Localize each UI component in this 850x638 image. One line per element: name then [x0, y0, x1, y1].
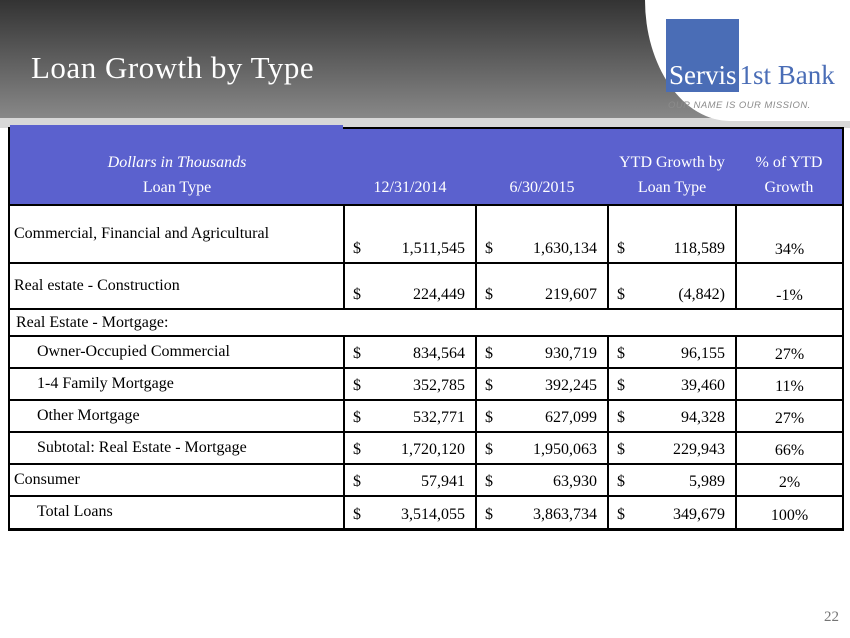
percent-cell: 100%: [736, 496, 843, 529]
loan-growth-table-container: [8, 127, 844, 531]
value-cell: [476, 368, 608, 400]
table-row-owner-occupied: [9, 336, 843, 368]
value-cell: [476, 432, 608, 464]
value-cell: [344, 336, 476, 368]
row-label: 1-4 Family Mortgage: [9, 368, 344, 400]
table-row-total-loans: [9, 496, 843, 529]
value-cell: [344, 496, 476, 529]
currency-symbol: $: [353, 286, 361, 303]
value-cell: [608, 496, 736, 529]
value-ytd-growth: 5,989: [689, 473, 725, 490]
table-row-subtotal-mortgage: [9, 432, 843, 464]
header-date-2: [476, 128, 608, 205]
header-pct-ytd-line2: Growth: [764, 179, 814, 196]
value-6-30-2015: 1,950,063: [533, 441, 597, 458]
value-6-30-2015: 3,863,734: [533, 505, 597, 523]
value-cell: [608, 432, 736, 464]
value-12-31-2014: 224,449: [413, 286, 465, 303]
currency-symbol: $: [485, 377, 493, 394]
header-date-2-label: 6/30/2015: [509, 179, 575, 196]
header-ytd-growth-line1: YTD Growth by: [619, 154, 725, 171]
value-ytd-growth: 94,328: [681, 409, 725, 426]
currency-symbol: $: [617, 240, 625, 257]
percent-cell: -1%: [736, 263, 843, 309]
currency-symbol: $: [485, 473, 493, 490]
value-cell: [476, 263, 608, 309]
percent-cell: 11%: [736, 368, 843, 400]
header-ytd-growth: [608, 128, 736, 205]
row-label: Owner-Occupied Commercial: [9, 336, 344, 368]
value-ytd-growth: 96,155: [681, 345, 725, 362]
currency-symbol: $: [485, 345, 493, 362]
currency-symbol: $: [617, 505, 625, 523]
currency-symbol: $: [353, 345, 361, 362]
value-cell: [344, 432, 476, 464]
currency-symbol: $: [485, 240, 493, 257]
value-6-30-2015: 1,630,134: [533, 240, 597, 257]
value-cell: [608, 368, 736, 400]
value-12-31-2014: 1,511,545: [401, 240, 465, 257]
header-notch: [10, 125, 343, 129]
value-cell: [344, 464, 476, 496]
currency-symbol: $: [353, 473, 361, 490]
value-cell: [476, 336, 608, 368]
header-pct-ytd-line1: % of YTD: [755, 154, 823, 171]
value-ytd-growth: 349,679: [673, 505, 725, 523]
value-ytd-growth: 229,943: [673, 441, 725, 458]
section-label: Real Estate - Mortgage:: [9, 309, 843, 336]
value-6-30-2015: 627,099: [545, 409, 597, 426]
value-cell: [608, 336, 736, 368]
currency-symbol: $: [485, 409, 493, 426]
value-cell: [344, 263, 476, 309]
value-12-31-2014: 1,720,120: [401, 441, 465, 458]
currency-symbol: $: [485, 286, 493, 303]
table-header-row: [9, 128, 843, 205]
header-date-1-label: 12/31/2014: [373, 179, 447, 196]
percent-cell: 34%: [736, 205, 843, 263]
value-6-30-2015: 63,930: [553, 473, 597, 490]
logo-wordmark: [669, 62, 835, 89]
value-cell: [476, 400, 608, 432]
currency-symbol: $: [617, 345, 625, 362]
value-cell: [344, 400, 476, 432]
row-label: Subtotal: Real Estate - Mortgage: [9, 432, 344, 464]
value-6-30-2015: 930,719: [545, 345, 597, 362]
table-section-row-mortgage: [9, 309, 843, 336]
logo-text-1st-bank: 1st Bank: [739, 60, 835, 90]
value-cell: [608, 263, 736, 309]
currency-symbol: $: [353, 240, 361, 257]
currency-symbol: $: [485, 505, 493, 523]
table-subtitle: Dollars in Thousands: [107, 154, 247, 171]
value-cell: [608, 400, 736, 432]
row-label: Other Mortgage: [9, 400, 344, 432]
value-cell: [476, 205, 608, 263]
loan-growth-table: [8, 127, 844, 531]
header-ytd-growth-line2: Loan Type: [637, 179, 707, 196]
value-cell: [344, 205, 476, 263]
value-12-31-2014: 532,771: [413, 409, 465, 426]
table-row-1-4-family: [9, 368, 843, 400]
bank-logo: [645, 0, 850, 121]
logo-tagline: OUR NAME IS OUR MISSION.: [668, 100, 811, 111]
currency-symbol: $: [485, 441, 493, 458]
currency-symbol: $: [353, 505, 361, 523]
logo-text-servis: Servis: [669, 60, 737, 90]
value-cell: [344, 368, 476, 400]
table-row-other-mortgage: [9, 400, 843, 432]
row-label: Consumer: [9, 464, 344, 496]
value-cell: [476, 496, 608, 529]
value-12-31-2014: 3,514,055: [401, 505, 465, 523]
value-12-31-2014: 834,564: [413, 345, 465, 362]
value-ytd-growth: (4,842): [678, 286, 725, 303]
value-6-30-2015: 219,607: [545, 286, 597, 303]
currency-symbol: $: [617, 286, 625, 303]
table-row-construction: [9, 263, 843, 309]
value-ytd-growth: 39,460: [681, 377, 725, 394]
row-label: Real estate - Construction: [9, 263, 344, 309]
currency-symbol: $: [353, 409, 361, 426]
value-cell: [608, 464, 736, 496]
currency-symbol: $: [353, 441, 361, 458]
percent-cell: 27%: [736, 336, 843, 368]
slide-title: Loan Growth by Type: [31, 50, 315, 85]
percent-cell: 66%: [736, 432, 843, 464]
currency-symbol: $: [617, 377, 625, 394]
table-row-commercial: [9, 205, 843, 263]
value-cell: [608, 205, 736, 263]
value-12-31-2014: 57,941: [421, 473, 465, 490]
value-cell: [476, 464, 608, 496]
row-label: Total Loans: [9, 496, 344, 529]
currency-symbol: $: [617, 441, 625, 458]
value-6-30-2015: 392,245: [545, 377, 597, 394]
header-pct-ytd: [736, 128, 843, 205]
header-date-1: [344, 128, 476, 205]
table-row-consumer: [9, 464, 843, 496]
value-12-31-2014: 352,785: [413, 377, 465, 394]
header-loan-type: [9, 128, 344, 205]
row-label: Commercial, Financial and Agricultural: [9, 205, 344, 263]
currency-symbol: $: [617, 473, 625, 490]
currency-symbol: $: [353, 377, 361, 394]
header-loan-type-label: Loan Type: [142, 179, 212, 196]
value-ytd-growth: 118,589: [673, 240, 725, 257]
currency-symbol: $: [617, 409, 625, 426]
percent-cell: 27%: [736, 400, 843, 432]
page-number: 22: [824, 609, 839, 625]
percent-cell: 2%: [736, 464, 843, 496]
